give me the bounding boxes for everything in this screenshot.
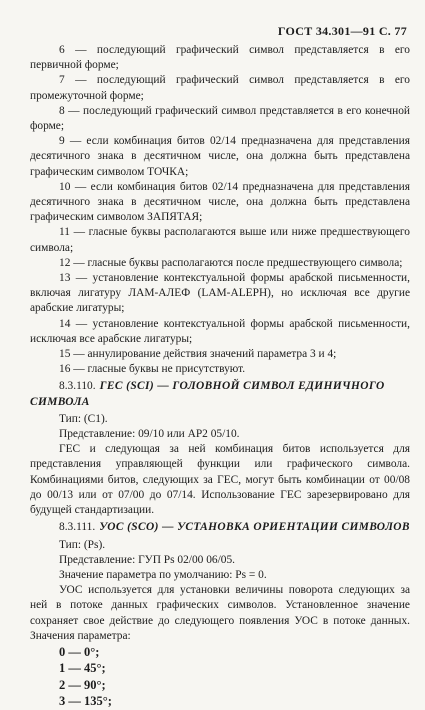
section-type: Тип: (C1).: [59, 412, 108, 425]
section-title: УОС (SCO) — УСТАНОВКА ОРИЕНТАЦИИ СИМВОЛОВ: [99, 521, 410, 534]
page-header: ГОСТ 34.301—91 С. 77: [277, 24, 407, 38]
paragraph-14: 14 — установление контекстуальной формы арабской письменности, исключая все арабские лигатуры;: [30, 317, 410, 345]
paragraph-12: 12 — гласные буквы располагаются после предшествующего символа;: [59, 256, 403, 269]
list-item: 1 — 45°;: [59, 661, 106, 676]
section-description: ГЕС и следующая за ней комбинация битов используется для представления управляющей функции или графического символа. Комбинациями битов, следующих за ГЕС, могут быть комбинации от 00/08 до 00/13 или от 07/00 до 07/14. Использование ГЕС зарезервировано для будущей стандартизации.: [30, 443, 410, 517]
section-type: Тип: (Ps).: [59, 538, 106, 551]
section-heading-8-3-111: [30, 520, 410, 535]
section-heading-8-3-110: [30, 379, 410, 409]
page-body: [30, 43, 410, 710]
list-item: 3 — 135°;: [59, 694, 112, 709]
paragraph-7: 7 — последующий графический символ представляется в его промежуточной форме;: [30, 74, 410, 102]
paragraph-9: 9 — если комбинация битов 02/14 предназначена для представления десятичного знака в десятичном числе, она должна быть представлена графическим символом ТОЧКА;: [30, 135, 410, 178]
parameter-values-list: [30, 644, 410, 710]
section-number: 8.3.111.: [59, 521, 96, 534]
paragraph-15: 15 — аннулирование действия значений параметра 3 и 4;: [59, 348, 337, 361]
paragraph-10: 10 — если комбинация битов 02/14 предназначена для представления десятичного знака в десятичном числе, она должна быть представлена графическим символом ЗАПЯТАЯ;: [30, 180, 410, 224]
paragraph-13: 13 — установление контекстуальной формы арабской письменности, включая лигатуру ЛАМ-АЛЕФ (LAM-ALEPH), но исключая все другие арабские лигатуры;: [30, 272, 410, 315]
paragraph-11: 11 — гласные буквы располагаются выше или ниже предшествующего символа;: [30, 226, 410, 254]
section-description: УОС используется для установки величины поворота следующих за ней в потоке данных графических символов. Установленное значение сохраняет свое действие до следующего появления УОС в потоке данных. Значения параметра:: [30, 584, 410, 642]
section-default-value: Значение параметра по умолчанию: Ps = 0.: [59, 568, 267, 581]
paragraph-6: 6 — последующий графический символ представляется в его первичной форме;: [30, 44, 410, 72]
list-item: 2 — 90°;: [59, 677, 106, 692]
list-item: 0 — 0°;: [59, 644, 100, 659]
section-number: 8.3.110.: [59, 380, 96, 393]
section-representation: Представление: ГУП Ps 02/00 06/05.: [59, 553, 236, 566]
paragraph-16: 16 — гласные буквы не присутствуют.: [59, 363, 246, 376]
paragraph-8: 8 — последующий графический символ представляется в его конечной форме;: [30, 104, 410, 133]
section-representation: Представление: 09/10 или AP2 05/10.: [59, 428, 240, 441]
section-title: ГЕС (SCI) — ГОЛОВНОЙ СИМВОЛ ЕДИНИЧНОГО СИМВОЛА: [30, 380, 385, 408]
